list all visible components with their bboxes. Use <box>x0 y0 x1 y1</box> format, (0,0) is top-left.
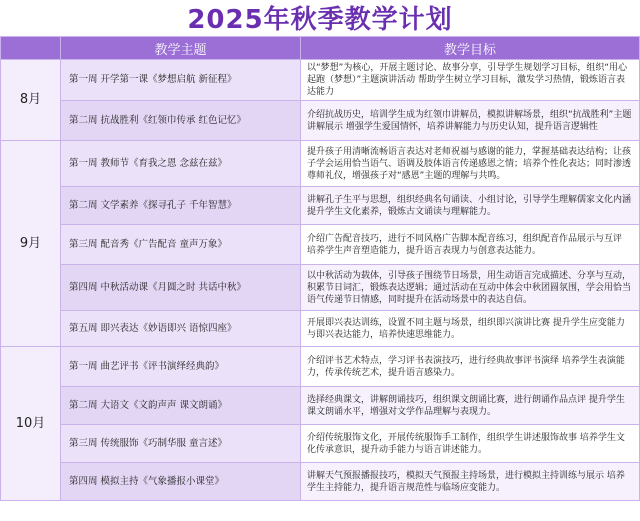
goal-cell: 提升孩子用清晰流畅语言表达对老师祝福与感谢的能力，掌握基础表达结构；让孩子学会运用恰当语气、语调及肢体语言传递感恩之情；培养个性化表达；同时渗透尊师礼仪，增强孩子对“感恩”主题的理解与共鸣。 <box>301 141 640 187</box>
header-theme: 教学主题 <box>61 37 301 60</box>
table-row <box>1 387 640 425</box>
goal-cell: 以中秋活动为载体，引导孩子围绕节日场景，用生动语言完成描述、分享与互动，积累节日词汇，锻炼表达逻辑；通过活动在互动中体会中秋团圆氛围，学会用恰当语气传递节日情感，同时提升在活动场景中的表达自信。 <box>301 265 640 311</box>
theme-cell: 第一周 教师节《育我之恩 念兹在兹》 <box>61 141 301 187</box>
plan-table <box>0 36 640 501</box>
theme-cell: 第二周 文学素养《探寻孔子 千年智慧》 <box>61 187 301 225</box>
table-header-row <box>1 37 640 60</box>
table-row <box>1 101 640 141</box>
table-row <box>1 347 640 387</box>
table-row <box>1 60 640 101</box>
table-row <box>1 425 640 463</box>
month-cell: 10月 <box>1 347 61 501</box>
theme-cell: 第四周 中秋活动课《月圆之时 共话中秋》 <box>61 265 301 311</box>
goal-cell: 开展即兴表达训练，设置不同主题与场景，组织即兴演讲比赛 提升学生应变能力与即兴表达能力，培养快速思维能力。 <box>301 311 640 347</box>
theme-cell: 第二周 大语文《文韵声声 课文朗诵》 <box>61 387 301 425</box>
goal-cell: 讲解天气预报播报技巧，模拟天气预报主持场景，进行模拟主持训练与展示 培养学生主持能力，提升语言规范性与临场应变能力。 <box>301 463 640 501</box>
goal-cell: 讲解孔子生平与思想，组织经典名句诵读、小组讨论，引导学生理解儒家文化内涵 提升学生文化素养，锻炼古文诵读与理解能力。 <box>301 187 640 225</box>
month-cell: 8月 <box>1 60 61 141</box>
table-row <box>1 463 640 501</box>
theme-cell: 第二周 抗战胜利《红领巾传承 红色记忆》 <box>61 101 301 141</box>
goal-cell: 选择经典课文，讲解朗诵技巧，组织课文朗诵比赛，进行朗诵作品点评 提升学生课文朗诵水平，增强对文学作品理解与表现力。 <box>301 387 640 425</box>
table-row <box>1 187 640 225</box>
table-row <box>1 311 640 347</box>
theme-cell: 第五周 即兴表达《妙语即兴 语惊四座》 <box>61 311 301 347</box>
goal-cell: 介绍抗战历史，培训学生成为红领巾讲解员，模拟讲解场景，组织“抗战胜利”主题讲解展示 增强学生爱国情怀，培养讲解能力与历史认知，提升语言逻辑性 <box>301 101 640 141</box>
goal-cell: 介绍评书艺术特点，学习评书表演技巧，进行经典故事评书演绎 培养学生表演能力，传承传统艺术，提升语言感染力。 <box>301 347 640 387</box>
theme-cell: 第三周 配音秀《广告配音 童声万象》 <box>61 225 301 265</box>
table-row <box>1 141 640 187</box>
theme-cell: 第三周 传统服饰《巧制华服 童言述》 <box>61 425 301 463</box>
theme-cell: 第四周 模拟主持《气象播报小课堂》 <box>61 463 301 501</box>
goal-cell: 介绍传统服饰文化，开展传统服饰手工制作，组织学生讲述服饰故事 培养学生文化传承意识，提升动手能力与语言讲述能力。 <box>301 425 640 463</box>
goal-cell: 以“梦想”为核心，开展主题讨论、故事分享，引导学生规划学习目标，组织“用心起跑（梦想）”主题演讲活动 帮助学生树立学习目标，激发学习热情，锻炼语言表达能力 <box>301 60 640 101</box>
goal-cell: 介绍广告配音技巧，进行不同风格广告脚本配音练习，组织配音作品展示与互评 培养学生声音塑造能力，提升语言表现力与创意表达能力。 <box>301 225 640 265</box>
theme-cell: 第一周 开学第一课《梦想启航 新征程》 <box>61 60 301 101</box>
month-cell: 9月 <box>1 141 61 347</box>
theme-cell: 第一周 曲艺评书《评书演绎经典韵》 <box>61 347 301 387</box>
header-goal: 教学目标 <box>301 37 640 60</box>
page-title: 2025年秋季教学计划 <box>187 4 453 35</box>
header-spacer <box>1 37 61 60</box>
table-row <box>1 225 640 265</box>
table-row <box>1 265 640 311</box>
